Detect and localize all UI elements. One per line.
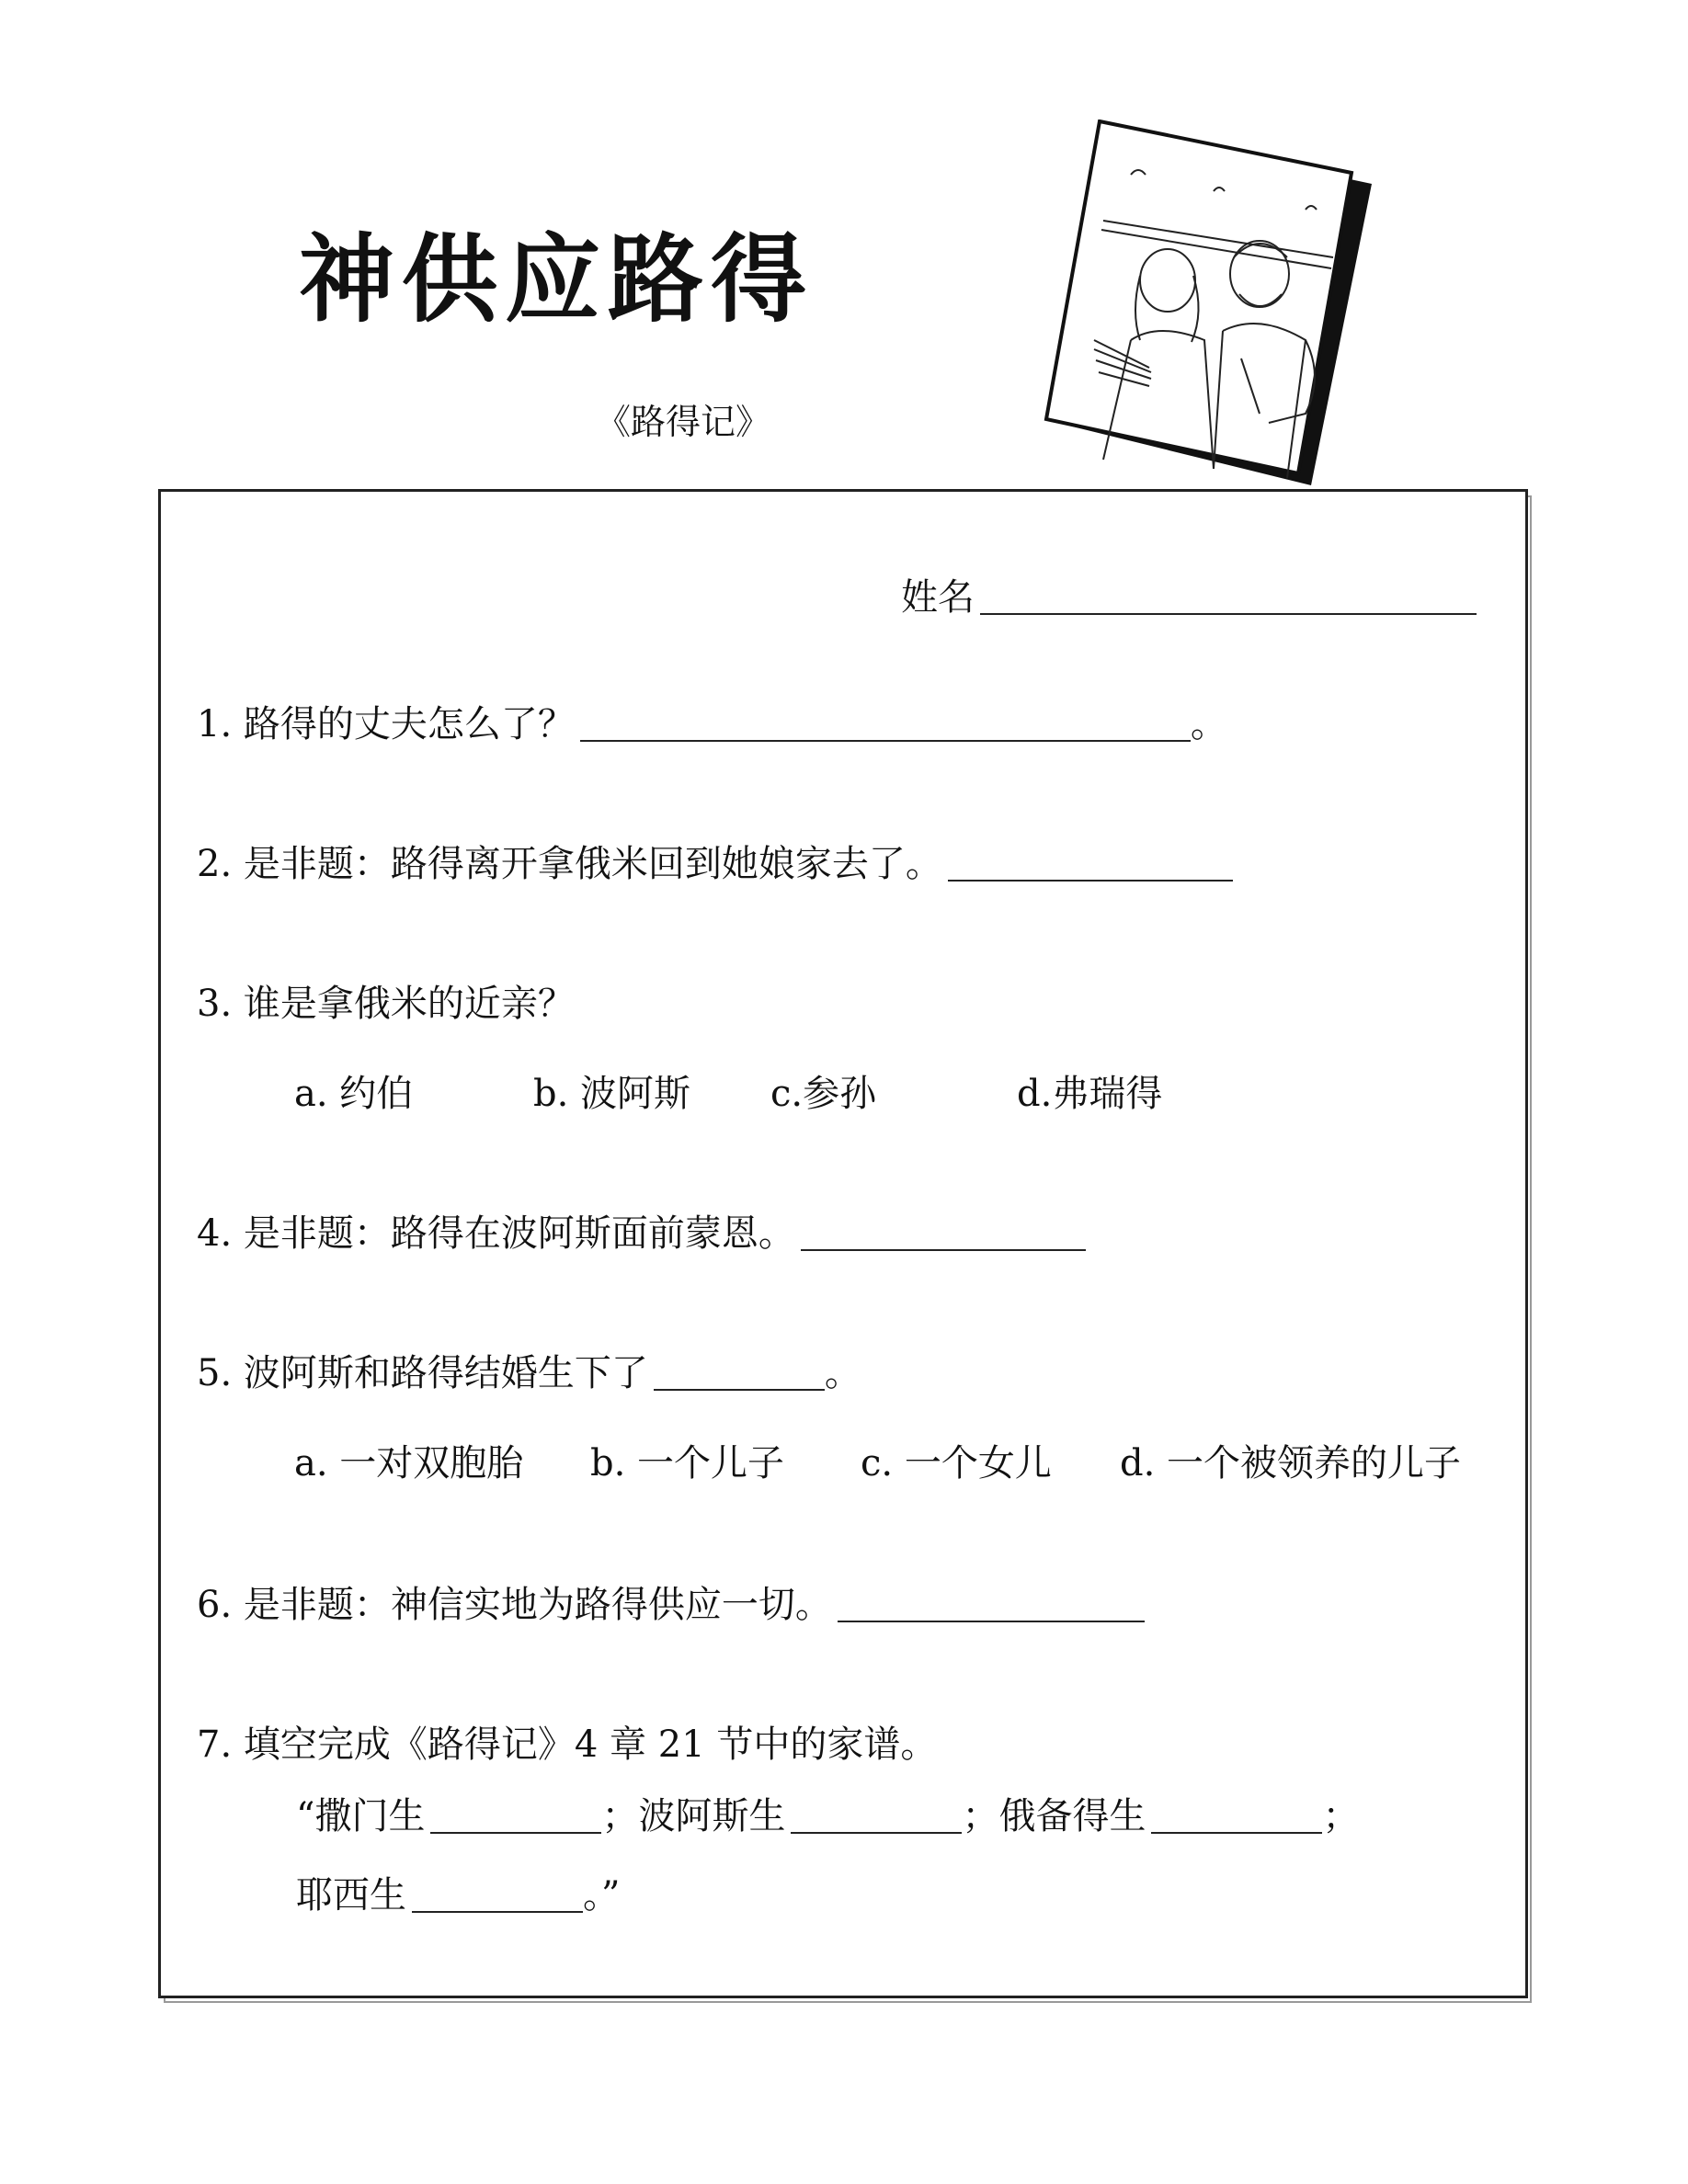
question-3-text: 3. 谁是拿俄米的近亲？ [197,983,575,1025]
question-7-blank-4[interactable] [412,1874,583,1913]
question-7-line-2 [296,1866,620,1918]
question-3-option-b[interactable]: b. 波阿斯 [533,1073,691,1115]
question-4 [197,1204,1086,1257]
question-2-text: 2. 是非题：路得离开拿俄米回到她娘家去了。 [197,843,942,885]
question-7-part-1: “撒门生 [296,1795,426,1837]
question-6 [197,1575,1145,1628]
question-3-option-d[interactable]: d.弗瑞得 [1017,1073,1163,1115]
question-2-answer-field[interactable] [948,843,1233,882]
page-subtitle: 《路得记》 [596,402,771,442]
question-7-blank-2[interactable] [791,1795,962,1834]
question-7-sep-1: ；波阿斯生 [601,1795,786,1837]
question-1 [197,695,1227,747]
page-title: 神供应路得 [299,223,815,336]
question-7-sep-2: ；俄备得生 [962,1795,1146,1837]
question-6-answer-field[interactable] [838,1584,1145,1622]
question-4-text: 4. 是非题：路得在波阿斯面前蒙恩。 [197,1212,795,1255]
question-7-text: 7. 填空完成《路得记》4 章 21 节中的家谱。 [197,1723,938,1766]
name-label: 姓名 [901,576,975,619]
question-7-blank-3[interactable] [1151,1795,1322,1834]
question-3-option-c[interactable]: c.参孙 [770,1073,877,1115]
question-7-line-1 [296,1787,1359,1839]
question-7 [197,1715,937,1768]
question-5-end: 。 [824,1352,861,1394]
question-4-answer-field[interactable] [801,1212,1086,1251]
question-5 [197,1344,861,1396]
question-1-end: 。 [1190,703,1227,745]
question-5-option-b[interactable]: b. 一个儿子 [590,1442,785,1484]
question-7-end: 。” [583,1874,621,1917]
question-5-option-c[interactable]: c. 一个女儿 [861,1442,1052,1484]
question-5-option-d[interactable]: d. 一个被领养的儿子 [1120,1442,1462,1484]
question-2 [197,835,1233,887]
name-field-row [901,568,1477,620]
question-1-answer-field[interactable] [580,703,1191,742]
ruth-boaz-illustration-icon [1030,119,1379,487]
question-7-sep-3: ； [1322,1795,1360,1837]
name-field[interactable] [980,576,1477,615]
question-5-text: 5. 波阿斯和路得结婚生下了 [197,1352,648,1394]
question-3-option-a[interactable]: a. 约伯 [294,1073,414,1115]
question-6-text: 6. 是非题：神信实地为路得供应一切。 [197,1584,832,1626]
question-5-answer-field[interactable] [654,1352,825,1391]
question-3 [197,974,575,1027]
question-1-text: 1. 路得的丈夫怎么了？ [197,703,575,745]
question-7-part-2: 耶西生 [296,1874,406,1917]
question-5-option-a[interactable]: a. 一对双胞胎 [294,1442,524,1484]
question-7-blank-1[interactable] [430,1795,601,1834]
